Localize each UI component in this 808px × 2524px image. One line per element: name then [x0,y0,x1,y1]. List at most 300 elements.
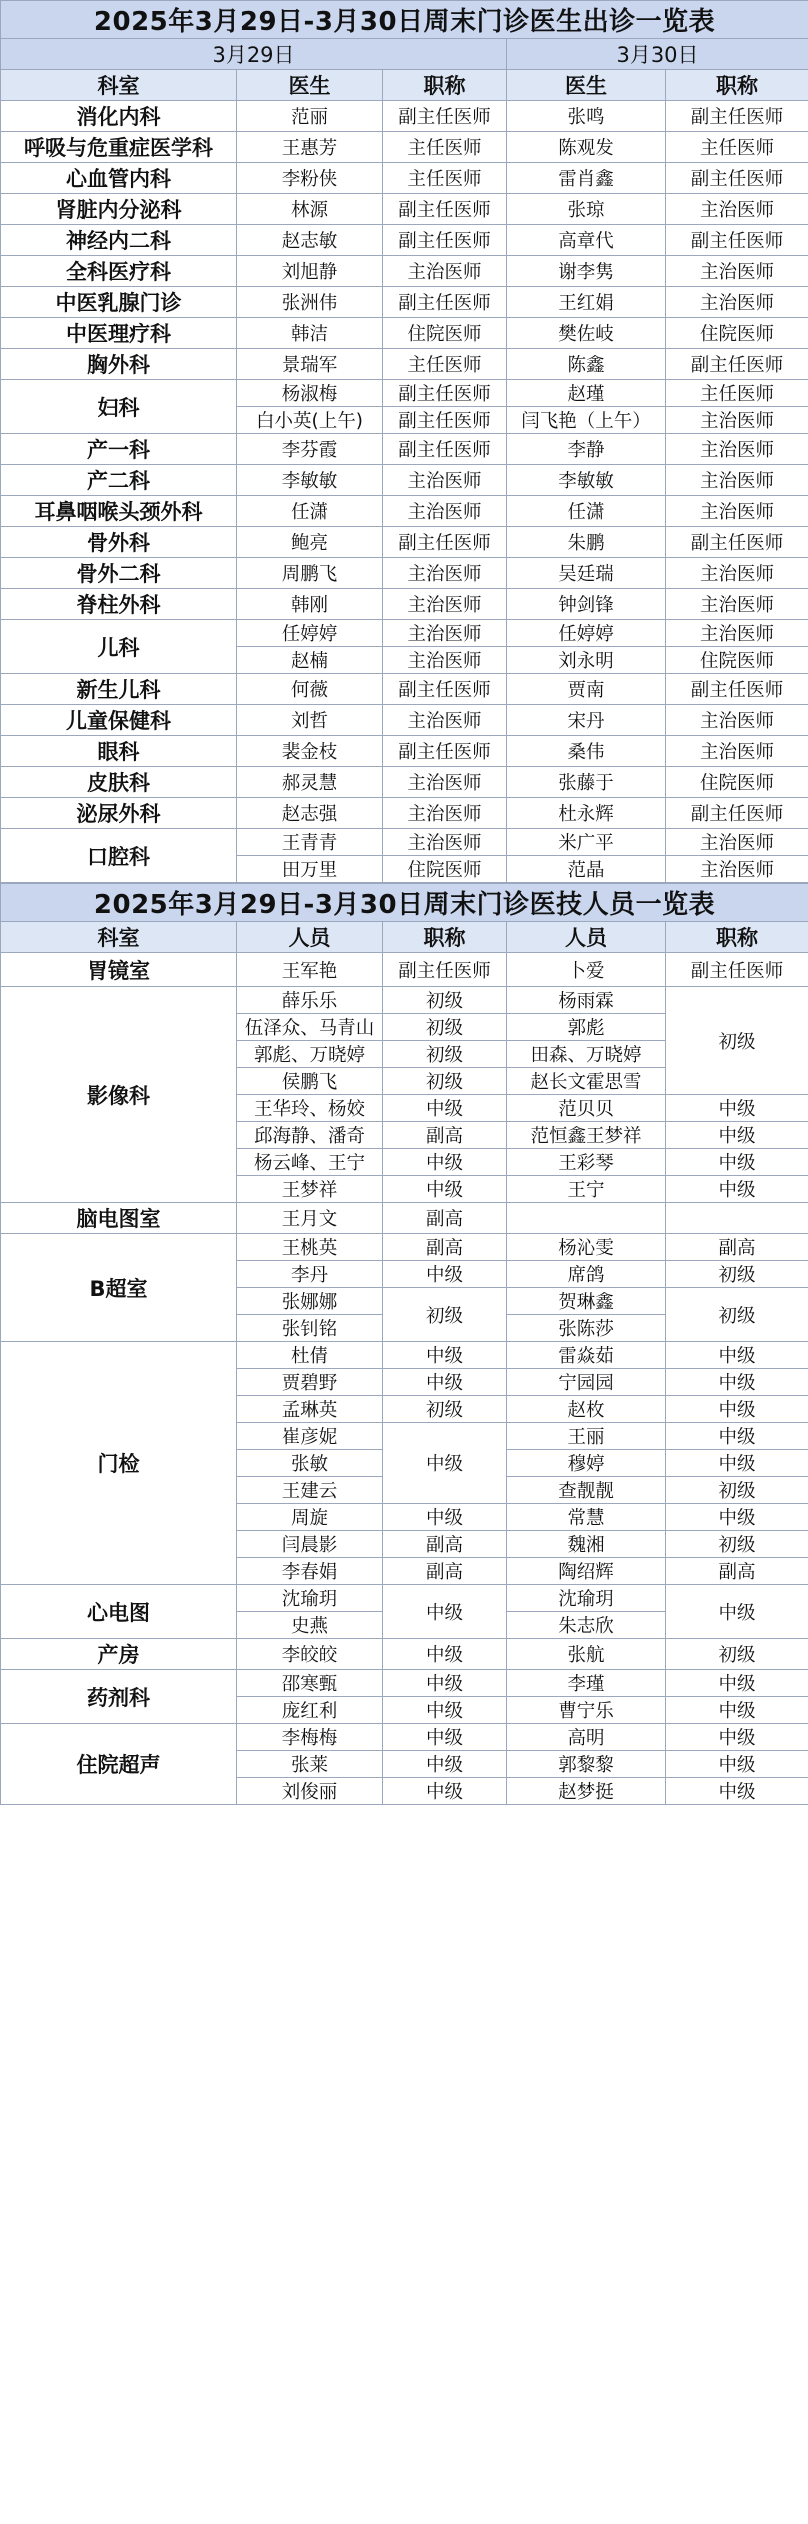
table-cell: 中级 [383,1751,507,1778]
table-row [1,225,808,256]
doctor-title-cell: 副主任医师 [666,163,808,194]
doctor-title-cell: 主治医师 [383,465,507,496]
doctor-name-cell: 范晶 [507,856,666,883]
table-row [1,256,808,287]
table-cell: 中级 [383,1585,507,1639]
table-cell: 李皎皎 [237,1639,383,1670]
table-cell: 邵寒甄 [237,1670,383,1697]
table-row [1,987,808,1014]
table-cell: 初级 [383,987,507,1014]
table-row [1,589,808,620]
doctor-name-cell: 李芬霞 [237,434,383,465]
department-cell: 中医乳腺门诊 [1,287,237,318]
table-cell: 中级 [383,1778,507,1805]
department-cell: 产二科 [1,465,237,496]
department-cell: B超室 [1,1234,237,1342]
doctor-title-cell: 主治医师 [666,620,808,647]
department-cell: 口腔科 [1,829,237,883]
table-cell: 副高 [383,1122,507,1149]
doctor-title-cell: 住院医师 [383,318,507,349]
table-cell: 初级 [666,1531,808,1558]
table-cell: 王宁 [507,1176,666,1203]
doctor-title-cell: 主治医师 [383,558,507,589]
table-cell: 李丹 [237,1261,383,1288]
doctor-title-cell: 主治医师 [383,829,507,856]
doctor-title-cell: 主治医师 [666,434,808,465]
doctor-name-cell: 樊佐岐 [507,318,666,349]
table-cell: 郭彪、万晓婷 [237,1041,383,1068]
doctor-title-cell: 主治医师 [666,496,808,527]
tech-schedule-table [0,883,808,1805]
doctor-title-cell: 主治医师 [383,256,507,287]
doctor-title-cell: 主任医师 [666,132,808,163]
column-header: 人员 [237,922,383,953]
table-row [1,101,808,132]
doctor-name-cell: 贾南 [507,674,666,705]
table-cell: 初级 [383,1041,507,1068]
department-cell: 消化内科 [1,101,237,132]
doctor-title-cell: 主治医师 [666,287,808,318]
table-cell: 沈瑜玥 [507,1585,666,1612]
table-row [1,349,808,380]
table-row [1,496,808,527]
table-cell: 穆婷 [507,1450,666,1477]
table-row [1,380,808,407]
table-cell: 朱志欣 [507,1612,666,1639]
table-cell: 中级 [666,1342,808,1369]
doctor-name-cell: 鲍亮 [237,527,383,558]
table-cell: 中级 [383,1670,507,1697]
table-row [1,620,808,647]
table-cell: 中级 [666,1095,808,1122]
table-cell: 周旋 [237,1504,383,1531]
doctor-name-cell: 王惠芳 [237,132,383,163]
table-row [1,1724,808,1751]
date-header: 3月29日 [1,39,507,70]
doctor-name-cell: 桑伟 [507,736,666,767]
doctor-title-cell: 副主任医师 [383,225,507,256]
table-row [1,163,808,194]
table-cell: 中级 [666,1176,808,1203]
table-cell: 卜爱 [507,953,666,987]
doctor-title-cell: 主治医师 [666,465,808,496]
table-cell: 副主任医师 [666,953,808,987]
doctor-name-cell: 周鹏飞 [237,558,383,589]
column-header: 医生 [237,70,383,101]
table-row [1,736,808,767]
table-cell: 崔彦妮 [237,1423,383,1450]
table-cell: 副高 [383,1203,507,1234]
doctor-title-cell: 副主任医师 [383,380,507,407]
table-cell: 初级 [383,1068,507,1095]
table-cell: 范恒鑫王梦祥 [507,1122,666,1149]
doctor-title-cell: 主治医师 [383,620,507,647]
doctor-title-cell: 主治医师 [666,558,808,589]
table-cell: 中级 [383,1342,507,1369]
table-cell: 中级 [666,1724,808,1751]
table-row [1,1,808,39]
table-cell: 中级 [383,1504,507,1531]
department-cell: 泌尿外科 [1,798,237,829]
doctor-name-cell: 高章代 [507,225,666,256]
department-cell: 药剂科 [1,1670,237,1724]
table-row [1,1203,808,1234]
department-cell: 胃镜室 [1,953,237,987]
table-row [1,1342,808,1369]
table-cell: 刘俊丽 [237,1778,383,1805]
doctor-name-cell: 钟剑锋 [507,589,666,620]
doctor-title-cell: 副主任医师 [666,101,808,132]
table-cell: 中级 [666,1122,808,1149]
column-header: 职称 [666,922,808,953]
table-cell: 陶绍辉 [507,1558,666,1585]
department-cell: 住院超声 [1,1724,237,1805]
doctor-title-cell: 副主任医师 [383,527,507,558]
table-cell: 王彩琴 [507,1149,666,1176]
doctor-name-cell: 谢李隽 [507,256,666,287]
column-header: 科室 [1,922,237,953]
doctor-name-cell: 何薇 [237,674,383,705]
doctor-name-cell: 刘旭静 [237,256,383,287]
doctor-title-cell: 住院医师 [383,856,507,883]
doctor-title-cell: 副主任医师 [383,434,507,465]
doctor-name-cell: 张鸣 [507,101,666,132]
table-cell: 王月文 [237,1203,383,1234]
table-row [1,1234,808,1261]
doctor-name-cell: 雷肖鑫 [507,163,666,194]
table-cell: 中级 [666,1450,808,1477]
department-cell: 中医理疗科 [1,318,237,349]
doctor-name-cell: 李静 [507,434,666,465]
doctor-name-cell: 王红娟 [507,287,666,318]
doctor-name-cell: 朱鹏 [507,527,666,558]
table-cell: 李梅梅 [237,1724,383,1751]
table-row [1,829,808,856]
table-cell: 闫晨影 [237,1531,383,1558]
doctor-name-cell: 赵楠 [237,647,383,674]
table-cell: 常慧 [507,1504,666,1531]
table-cell: 侯鹏飞 [237,1068,383,1095]
table-cell: 雷焱茹 [507,1342,666,1369]
table-cell: 初级 [666,1477,808,1504]
doctor-title-cell: 副主任医师 [383,407,507,434]
table-cell: 宁园园 [507,1369,666,1396]
doctor-name-cell: 张洲伟 [237,287,383,318]
table-row [1,674,808,705]
table-cell: 中级 [383,1149,507,1176]
doctor-name-cell: 任潇 [237,496,383,527]
table-cell: 中级 [666,1670,808,1697]
table-cell: 副主任医师 [383,953,507,987]
department-cell: 全科医疗科 [1,256,237,287]
table-cell: 初级 [666,1261,808,1288]
table-cell: 中级 [666,1585,808,1639]
table-cell: 王建云 [237,1477,383,1504]
table-cell: 席鸽 [507,1261,666,1288]
table-cell: 范贝贝 [507,1095,666,1122]
table-cell: 初级 [383,1014,507,1041]
table-row [1,287,808,318]
doctor-title-cell: 主治医师 [666,589,808,620]
doctor-name-cell: 任潇 [507,496,666,527]
table-row [1,1670,808,1697]
doctor-title-cell: 主治医师 [383,705,507,736]
doctor-name-cell: 刘哲 [237,705,383,736]
department-cell: 门检 [1,1342,237,1585]
doctor-title-cell: 副主任医师 [383,194,507,225]
doctor-schedule-table [0,0,808,883]
department-cell: 脑电图室 [1,1203,237,1234]
table-row [1,1639,808,1670]
table-cell: 王桃英 [237,1234,383,1261]
table-cell: 张航 [507,1639,666,1670]
doctor-name-cell: 林源 [237,194,383,225]
column-header: 职称 [383,70,507,101]
doctor-title-cell: 主治医师 [666,407,808,434]
department-cell: 呼吸与危重症医学科 [1,132,237,163]
column-header: 人员 [507,922,666,953]
table-cell: 杨云峰、王宁 [237,1149,383,1176]
table-cell: 中级 [383,1095,507,1122]
doctor-name-cell: 任婷婷 [237,620,383,647]
table-cell: 张敏 [237,1450,383,1477]
table-row [1,70,808,101]
doctor-title-cell: 住院医师 [666,767,808,798]
doctor-title-cell: 副主任医师 [666,349,808,380]
doctor-title-cell: 主治医师 [666,256,808,287]
department-cell: 神经内二科 [1,225,237,256]
table-cell: 伍泽众、马青山 [237,1014,383,1041]
date-header: 3月30日 [507,39,808,70]
table-cell: 李春娟 [237,1558,383,1585]
department-cell: 新生儿科 [1,674,237,705]
doctor-name-cell: 杜永辉 [507,798,666,829]
table-cell: 赵长文霍思雪 [507,1068,666,1095]
table-cell: 郭黎黎 [507,1751,666,1778]
doctor-name-cell: 王青青 [237,829,383,856]
table-cell: 李瑾 [507,1670,666,1697]
column-header: 职称 [666,70,808,101]
doctor-name-cell: 白小英(上午) [237,407,383,434]
department-cell: 妇科 [1,380,237,434]
doctor-title-cell: 主治医师 [666,829,808,856]
table-cell: 高明 [507,1724,666,1751]
table-cell: 副高 [383,1558,507,1585]
doctor-name-cell: 陈鑫 [507,349,666,380]
table-cell: 邱海静、潘奇 [237,1122,383,1149]
doctor-title-cell: 副主任医师 [666,225,808,256]
department-cell: 心血管内科 [1,163,237,194]
table-cell: 初级 [666,1288,808,1342]
doctor-name-cell: 吴廷瑞 [507,558,666,589]
table-cell: 中级 [383,1697,507,1724]
table-row [1,953,808,987]
department-cell: 胸外科 [1,349,237,380]
section-title: 2025年3月29日-3月30日周末门诊医技人员一览表 [1,884,808,922]
table-cell: 贾碧野 [237,1369,383,1396]
table-cell: 赵梦挺 [507,1778,666,1805]
table-cell: 中级 [383,1639,507,1670]
doctor-name-cell: 田万里 [237,856,383,883]
doctor-name-cell: 任婷婷 [507,620,666,647]
table-cell: 曹宁乐 [507,1697,666,1724]
table-row [1,767,808,798]
doctor-name-cell: 张琼 [507,194,666,225]
table-row [1,434,808,465]
doctor-title-cell: 主治医师 [383,496,507,527]
department-cell: 产一科 [1,434,237,465]
table-cell: 中级 [666,1396,808,1423]
table-row [1,39,808,70]
doctor-title-cell: 主治医师 [383,767,507,798]
doctor-name-cell: 米广平 [507,829,666,856]
table-cell: 王华玲、杨姣 [237,1095,383,1122]
table-row [1,527,808,558]
table-cell: 薛乐乐 [237,987,383,1014]
table-cell: 初级 [666,987,808,1095]
table-cell: 史燕 [237,1612,383,1639]
doctor-title-cell: 主治医师 [666,705,808,736]
table-cell: 张娜娜 [237,1288,383,1315]
doctor-title-cell: 主治医师 [383,798,507,829]
table-row [1,318,808,349]
doctor-name-cell: 赵瑾 [507,380,666,407]
doctor-title-cell: 副主任医师 [666,798,808,829]
doctor-title-cell: 主治医师 [383,647,507,674]
table-cell: 杨沁雯 [507,1234,666,1261]
doctor-title-cell: 副主任医师 [383,736,507,767]
department-cell: 骨外二科 [1,558,237,589]
table-row [1,705,808,736]
doctor-name-cell: 景瑞军 [237,349,383,380]
table-cell: 郭彪 [507,1014,666,1041]
table-cell: 初级 [666,1639,808,1670]
table-cell: 王丽 [507,1423,666,1450]
doctor-title-cell: 副主任医师 [383,101,507,132]
table-cell [666,1203,808,1234]
table-cell [507,1203,666,1234]
doctor-name-cell: 范丽 [237,101,383,132]
doctor-title-cell: 主治医师 [666,194,808,225]
doctor-title-cell: 主治医师 [666,856,808,883]
table-cell: 中级 [383,1369,507,1396]
doctor-title-cell: 主任医师 [383,132,507,163]
table-cell: 副高 [666,1558,808,1585]
table-row [1,132,808,163]
table-cell: 张陈莎 [507,1315,666,1342]
table-row [1,798,808,829]
table-cell: 中级 [383,1176,507,1203]
doctor-name-cell: 赵志敏 [237,225,383,256]
doctor-name-cell: 郝灵慧 [237,767,383,798]
doctor-title-cell: 主任医师 [666,380,808,407]
table-cell: 赵枚 [507,1396,666,1423]
table-cell: 初级 [383,1288,507,1342]
column-header: 医生 [507,70,666,101]
doctor-title-cell: 住院医师 [666,647,808,674]
table-cell: 田森、万晓婷 [507,1041,666,1068]
doctor-name-cell: 闫飞艳（上午） [507,407,666,434]
table-cell: 中级 [666,1423,808,1450]
department-cell: 耳鼻咽喉头颈外科 [1,496,237,527]
doctor-name-cell: 韩刚 [237,589,383,620]
department-cell: 肾脏内分泌科 [1,194,237,225]
doctor-title-cell: 副主任医师 [666,527,808,558]
table-cell: 孟琳英 [237,1396,383,1423]
doctor-name-cell: 李粉侠 [237,163,383,194]
table-cell: 杜倩 [237,1342,383,1369]
doctor-name-cell: 李敏敏 [507,465,666,496]
table-cell: 中级 [666,1778,808,1805]
table-cell: 王梦祥 [237,1176,383,1203]
table-cell: 沈瑜玥 [237,1585,383,1612]
department-cell: 脊柱外科 [1,589,237,620]
department-cell: 眼科 [1,736,237,767]
table-cell: 初级 [383,1396,507,1423]
doctor-name-cell: 刘永明 [507,647,666,674]
department-cell: 骨外科 [1,527,237,558]
table-cell: 魏湘 [507,1531,666,1558]
doctor-name-cell: 李敏敏 [237,465,383,496]
doctor-title-cell: 副主任医师 [666,674,808,705]
table-cell: 中级 [666,1504,808,1531]
table-row [1,465,808,496]
table-cell: 中级 [666,1149,808,1176]
table-cell: 中级 [383,1423,507,1504]
table-cell: 贺琳鑫 [507,1288,666,1315]
doctor-name-cell: 赵志强 [237,798,383,829]
table-cell: 中级 [666,1751,808,1778]
table-row [1,194,808,225]
doctor-title-cell: 副主任医师 [383,674,507,705]
doctor-name-cell: 杨淑梅 [237,380,383,407]
department-cell: 儿科 [1,620,237,674]
doctor-name-cell: 陈观发 [507,132,666,163]
table-cell: 张钊铭 [237,1315,383,1342]
table-row [1,884,808,922]
column-header: 科室 [1,70,237,101]
department-cell: 心电图 [1,1585,237,1639]
doctor-name-cell: 张藤于 [507,767,666,798]
column-header: 职称 [383,922,507,953]
doctor-title-cell: 主治医师 [383,589,507,620]
doctor-name-cell: 宋丹 [507,705,666,736]
table-cell: 庞红利 [237,1697,383,1724]
page-title: 2025年3月29日-3月30日周末门诊医生出诊一览表 [1,1,808,39]
department-cell: 产房 [1,1639,237,1670]
doctor-title-cell: 副主任医师 [383,287,507,318]
table-cell: 副高 [383,1234,507,1261]
table-cell: 副高 [383,1531,507,1558]
table-cell: 副高 [666,1234,808,1261]
table-cell: 杨雨霖 [507,987,666,1014]
table-row [1,1585,808,1612]
department-cell: 儿童保健科 [1,705,237,736]
doctor-name-cell: 韩洁 [237,318,383,349]
doctor-title-cell: 主治医师 [666,736,808,767]
table-cell: 中级 [383,1724,507,1751]
department-cell: 影像科 [1,987,237,1203]
doctor-title-cell: 主任医师 [383,349,507,380]
department-cell: 皮肤科 [1,767,237,798]
doctor-title-cell: 主任医师 [383,163,507,194]
table-row [1,558,808,589]
table-cell: 张莱 [237,1751,383,1778]
table-cell: 王军艳 [237,953,383,987]
table-row [1,922,808,953]
table-cell: 中级 [666,1697,808,1724]
table-cell: 查靓靓 [507,1477,666,1504]
